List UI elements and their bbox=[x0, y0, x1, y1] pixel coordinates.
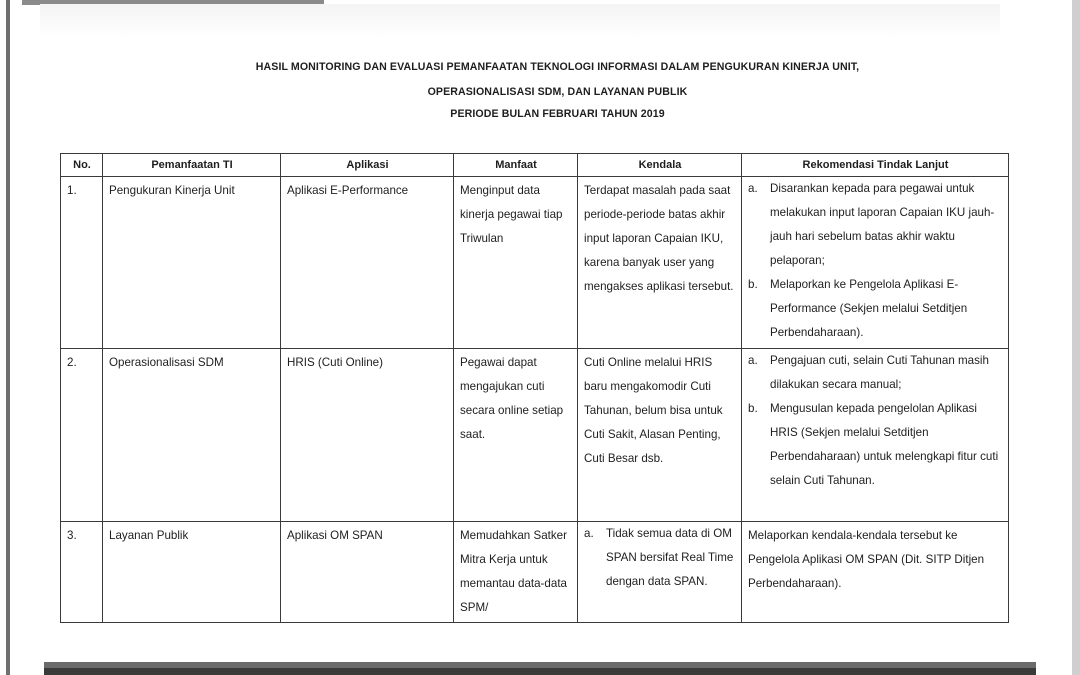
table-row bbox=[61, 348, 1009, 522]
kendala-list bbox=[584, 522, 736, 594]
cell-kendala: Terdapat masalah pada saat periode-periode batas akhir input laporan Capaian IKU, karena banyak user yang mengakses aplikasi tersebut. bbox=[578, 177, 742, 349]
table-header-row bbox=[61, 154, 1009, 177]
cell-rekomendasi bbox=[742, 348, 1009, 522]
monitoring-table bbox=[60, 153, 1009, 623]
cell-no: 1. bbox=[61, 177, 103, 349]
list-marker: a. bbox=[748, 182, 758, 195]
cell-pemanfaatan: Pengukuran Kinerja Unit bbox=[103, 177, 281, 349]
list-marker: b. bbox=[748, 401, 758, 415]
document-title-line-2: OPERASIONALISASI SDM, DAN LAYANAN PUBLIK bbox=[427, 86, 688, 98]
cell-manfaat: Pegawai dapat mengajukan cuti secara online setiap saat. bbox=[454, 348, 578, 522]
cell-rekomendasi bbox=[742, 177, 1009, 349]
list-item bbox=[584, 522, 736, 594]
header-pemanfaatan-ti: Pemanfaatan TI bbox=[103, 154, 281, 177]
cell-no: 2. bbox=[61, 348, 103, 522]
bleed-through-area bbox=[40, 4, 1000, 38]
list-item bbox=[748, 397, 1003, 493]
next-page-heading-shadow bbox=[44, 668, 1036, 675]
header-manfaat: Manfaat bbox=[454, 154, 578, 177]
frame-right-edge bbox=[1072, 0, 1080, 675]
header-aplikasi: Aplikasi bbox=[281, 154, 454, 177]
list-text: Disarankan kepada para pegawai untuk melakukan input laporan Capaian IKU jauh-jauh hari sebelum batas akhir waktu pelaporan; bbox=[770, 182, 995, 267]
document-title-line-1: HASIL MONITORING DAN EVALUASI PEMANFAATAN TEKNOLOGI INFORMASI DALAM PENGUKURAN KINERJA UNIT, bbox=[255, 61, 860, 73]
cell-aplikasi: HRIS (Cuti Online) bbox=[281, 348, 454, 522]
cell-kendala: Cuti Online melalui HRIS baru mengakomodir Cuti Tahunan, belum bisa untuk Cuti Sakit, Alasan Penting, Cuti Besar dsb. bbox=[578, 348, 742, 522]
cell-manfaat: Memudahkan Satker Mitra Kerja untuk memantau data-data SPM/ bbox=[454, 522, 578, 623]
list-text: Melaporkan ke Pengelola Aplikasi E-Performance (Sekjen melalui Setditjen Perbendaharaan). bbox=[770, 278, 968, 339]
list-text: Tidak semua data di OM SPAN bersifat Real Time dengan data SPAN. bbox=[606, 527, 734, 589]
cell-rekomendasi: Melaporkan kendala-kendala tersebut ke Pengelola Aplikasi OM SPAN (Dit. SITP Ditjen Perbendaharaan). bbox=[742, 522, 1009, 623]
rekomendasi-list bbox=[748, 349, 1003, 493]
list-marker: b. bbox=[748, 278, 758, 291]
cell-kendala bbox=[578, 522, 742, 623]
list-marker: a. bbox=[748, 353, 758, 367]
table-row bbox=[61, 522, 1009, 623]
document-title-line-3: PERIODE BULAN FEBRUARI TAHUN 2019 bbox=[450, 108, 665, 120]
frame-left-edge bbox=[6, 0, 10, 675]
rekomendasi-list bbox=[748, 177, 1003, 345]
cell-aplikasi: Aplikasi E-Performance bbox=[281, 177, 454, 349]
list-text: Pengajuan cuti, selain Cuti Tahunan masih dilakukan secara manual; bbox=[770, 353, 989, 391]
header-no: No. bbox=[61, 154, 103, 177]
list-marker: a. bbox=[584, 527, 594, 541]
list-item bbox=[748, 349, 1003, 397]
table-row bbox=[61, 177, 1009, 349]
cell-aplikasi: Aplikasi OM SPAN bbox=[281, 522, 454, 623]
list-item bbox=[748, 273, 1003, 345]
cell-pemanfaatan: Operasionalisasi SDM bbox=[103, 348, 281, 522]
cell-pemanfaatan: Layanan Publik bbox=[103, 522, 281, 623]
cell-no: 3. bbox=[61, 522, 103, 623]
header-kendala: Kendala bbox=[578, 154, 742, 177]
list-text: Mengusulan kepada pengelolan Aplikasi HRIS (Sekjen melalui Setditjen Perbendaharaan) untuk melengkapi fitur cuti selain Cuti Tahunan. bbox=[770, 401, 999, 487]
cell-manfaat: Menginput data kinerja pegawai tiap Triwulan bbox=[454, 177, 578, 349]
header-rekomendasi: Rekomendasi Tindak Lanjut bbox=[742, 154, 1009, 177]
list-item bbox=[748, 177, 1003, 273]
